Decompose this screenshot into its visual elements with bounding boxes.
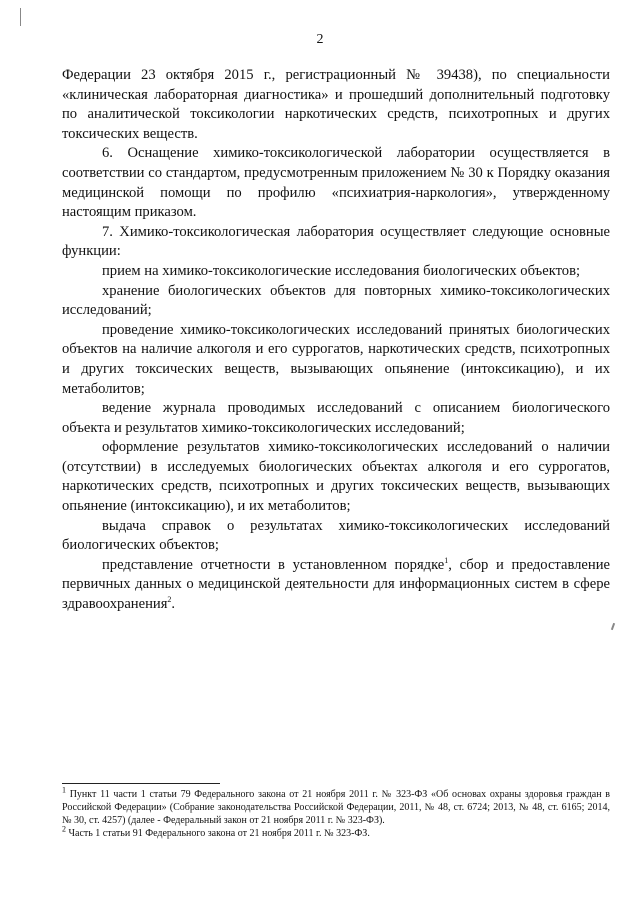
footnote-mark: 2	[62, 824, 66, 834]
list-item: хранение биологических объектов для повторных химико-токсикологических исследований;	[62, 282, 610, 319]
list-item: выдача справок о результатах химико-токсикологических исследований биологических объектов;	[62, 517, 610, 554]
footnote-ref-2[interactable]: 2	[167, 595, 172, 605]
scan-mark	[20, 8, 21, 26]
paragraph: 7. Химико-токсикологическая лаборатория осуществляет следующие основные функции:	[62, 223, 610, 260]
paragraph: 6. Оснащение химико-токсикологической лаборатории осуществляется в соответствии со стандартом, предусмотренным приложением № 30 к Порядку оказания медицинской помощи по профилю «психиатрия-наркология», утвержденному настоящим приказом.	[62, 145, 610, 221]
footnote	[62, 785, 610, 827]
list-item: ведение журнала проводимых исследований с описанием биологического объекта и результатов химико-токсикологических исследований;	[62, 400, 610, 436]
list-item: прием на химико-токсикологические исследования биологических объектов;	[102, 262, 581, 279]
footnote-ref-1[interactable]: 1	[444, 555, 449, 565]
footnote	[62, 824, 610, 840]
paragraph-text: , сбор и предоставление первичных данных о медицинской деятельности для информационных систем в сфере здравоохранения	[62, 556, 611, 613]
list-item	[62, 556, 610, 615]
scan-mark	[611, 623, 615, 630]
footnote-text: Пункт 11 части 1 статьи 79 Федерального закона от 21 ноября 2011 г. № 323-ФЗ «Об основах охраны здоровья граждан в Российской Федерации» (Собрание законодательства Российской Федерации, 2011, № 48, ст. 6724; 2013, № 48, ст. 6165; 2014, № 30, ст. 4257) (далее - Федеральный закон от 21 ноября 2011 г. № 323-ФЗ).	[62, 789, 610, 826]
paragraph: Федерации 23 октября 2015 г., регистрационный № 39438), по специальности «клиническая лабораторная диагностика» и прошедший дополнительный подготовку по аналитической токсикологии наркотических средств, психотропных и других токсических веществ.	[62, 67, 610, 142]
list-item: оформление результатов химико-токсикологических исследований о наличии (отсутствии) в исследуемых биологических объектах алкоголя и его суррогатов, наркотических средств, психотропных и других токсических веществ, вызывающих опьянение (интоксикацию), и их метаболитов;	[62, 439, 610, 515]
footnote-separator	[62, 783, 220, 784]
footnote-mark: 1	[62, 785, 66, 795]
footnote-text: Часть 1 статьи 91 Федерального закона от 21 ноября 2011 г. № 323-ФЗ.	[66, 828, 370, 839]
paragraph-text: представление отчетности в установленном порядке	[102, 556, 445, 573]
list-item: проведение химико-токсикологических исследований принятых биологических объектов на наличие алкоголя и его суррогатов, наркотических средств, психотропных и других токсических веществ, вызывающих опьянение (интоксикацию), и их метаболитов;	[62, 321, 610, 397]
document-body	[62, 66, 610, 615]
page-number: 2	[316, 32, 324, 47]
footnotes	[62, 785, 610, 840]
paragraph-text: .	[171, 596, 176, 613]
